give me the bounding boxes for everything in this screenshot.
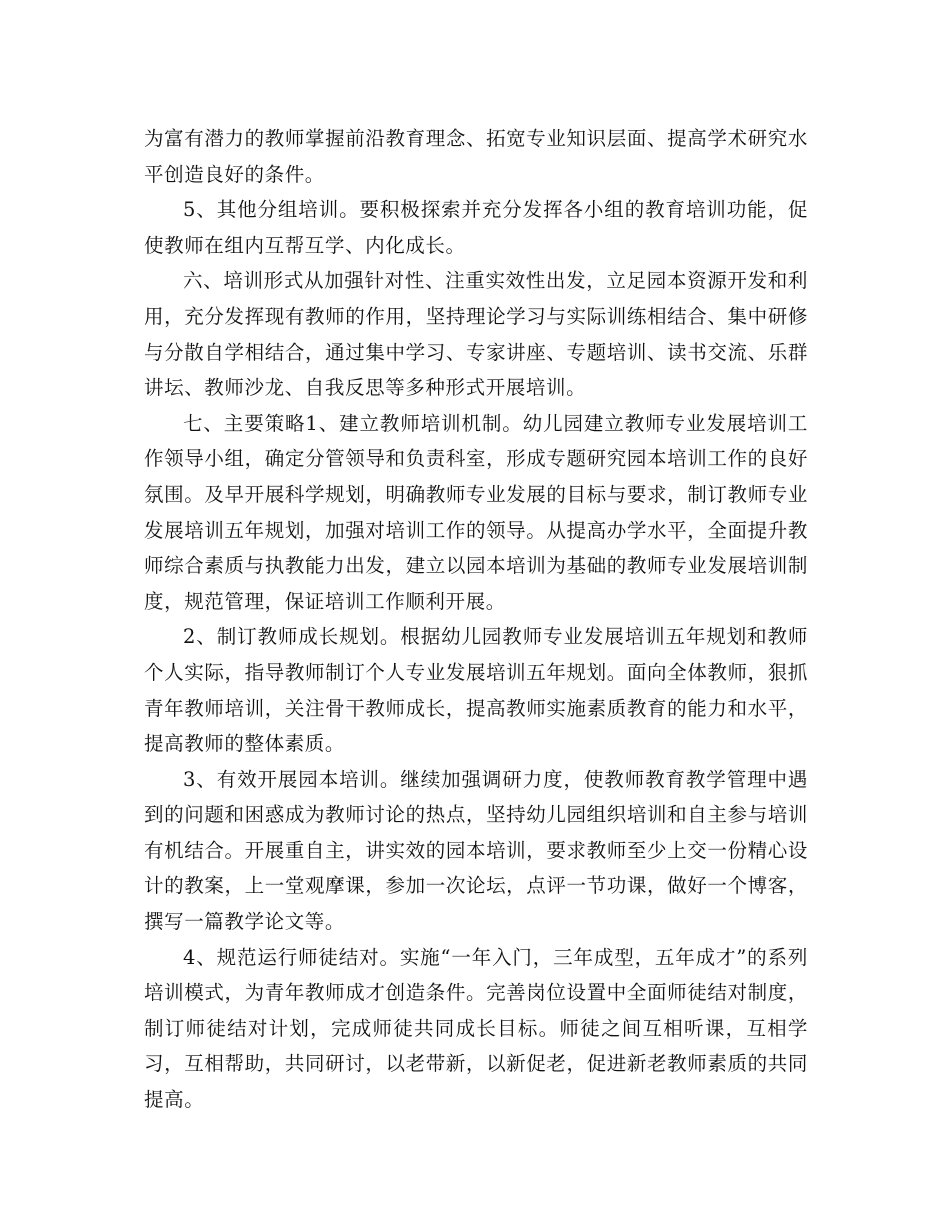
paragraph-1: 为富有潜力的教师掌握前沿教育理念、拓宽专业知识层面、提高学术研究水平创造良好的条件。 [144, 127, 808, 186]
paragraph-6: 3、有效开展园本培训。继续加强调研力度，使教师教育教学管理中遇到的问题和困惑成为教师讨论的热点，坚持幼儿园组织培训和自主参与培训有机结合。开展重自主，讲实效的园本培训，要求教师至少上交一份精心设计的教案，上一堂观摩课，参加一次论坛，点评一节功课，做好一个博客，撰写一篇教学论文等。 [144, 767, 808, 934]
paragraph-5: 2、制订教师成长规划。根据幼儿园教师专业发展培训五年规划和教师个人实际，指导教师制订个人专业发展培训五年规划。面向全体教师，狠抓青年教师培训，关注骨干教师成长，提高教师实施素质教育的能力和水平，提高教师的整体素质。 [144, 625, 808, 756]
paragraph-2: 5、其他分组培训。要积极探索并充分发挥各小组的教育培训功能，促使教师在组内互帮互学、内化成长。 [144, 198, 808, 257]
paragraph-3: 六、培训形式从加强针对性、注重实效性出发，立足园本资源开发和利用，充分发挥现有教师的作用，坚持理论学习与实际训练相结合、集中研修与分散自学相结合，通过集中学习、专家讲座、专题培训、读书交流、乐群讲坛、教师沙龙、自我反思等多种形式开展培训。 [144, 269, 808, 400]
paragraph-4: 七、主要策略1、建立教师培训机制。幼儿园建立教师专业发展培训工作领导小组，确定分管领导和负责科室，形成专题研究园本培训工作的良好氛围。及早开展科学规划，明确教师专业发展的目标与要求，制订教师专业发展培训五年规划，加强对培训工作的领导。从提高办学水平，全面提升教师综合素质与执教能力出发，建立以园本培训为基础的教师专业发展培训制度，规范管理，保证培训工作顺利开展。 [144, 411, 808, 613]
paragraph-7: 4、规范运行师徒结对。实施“一年入门，三年成型，五年成才”的系列培训模式，为青年教师成才创造条件。完善岗位设置中全面师徒结对制度，制订师徒结对计划，完成师徒共同成长目标。师徒之间互相听课，互相学习，互相帮助，共同研讨，以老带新，以新促老，促进新老教师素质的共同提高。 [144, 945, 808, 1112]
document-body [144, 121, 808, 1118]
